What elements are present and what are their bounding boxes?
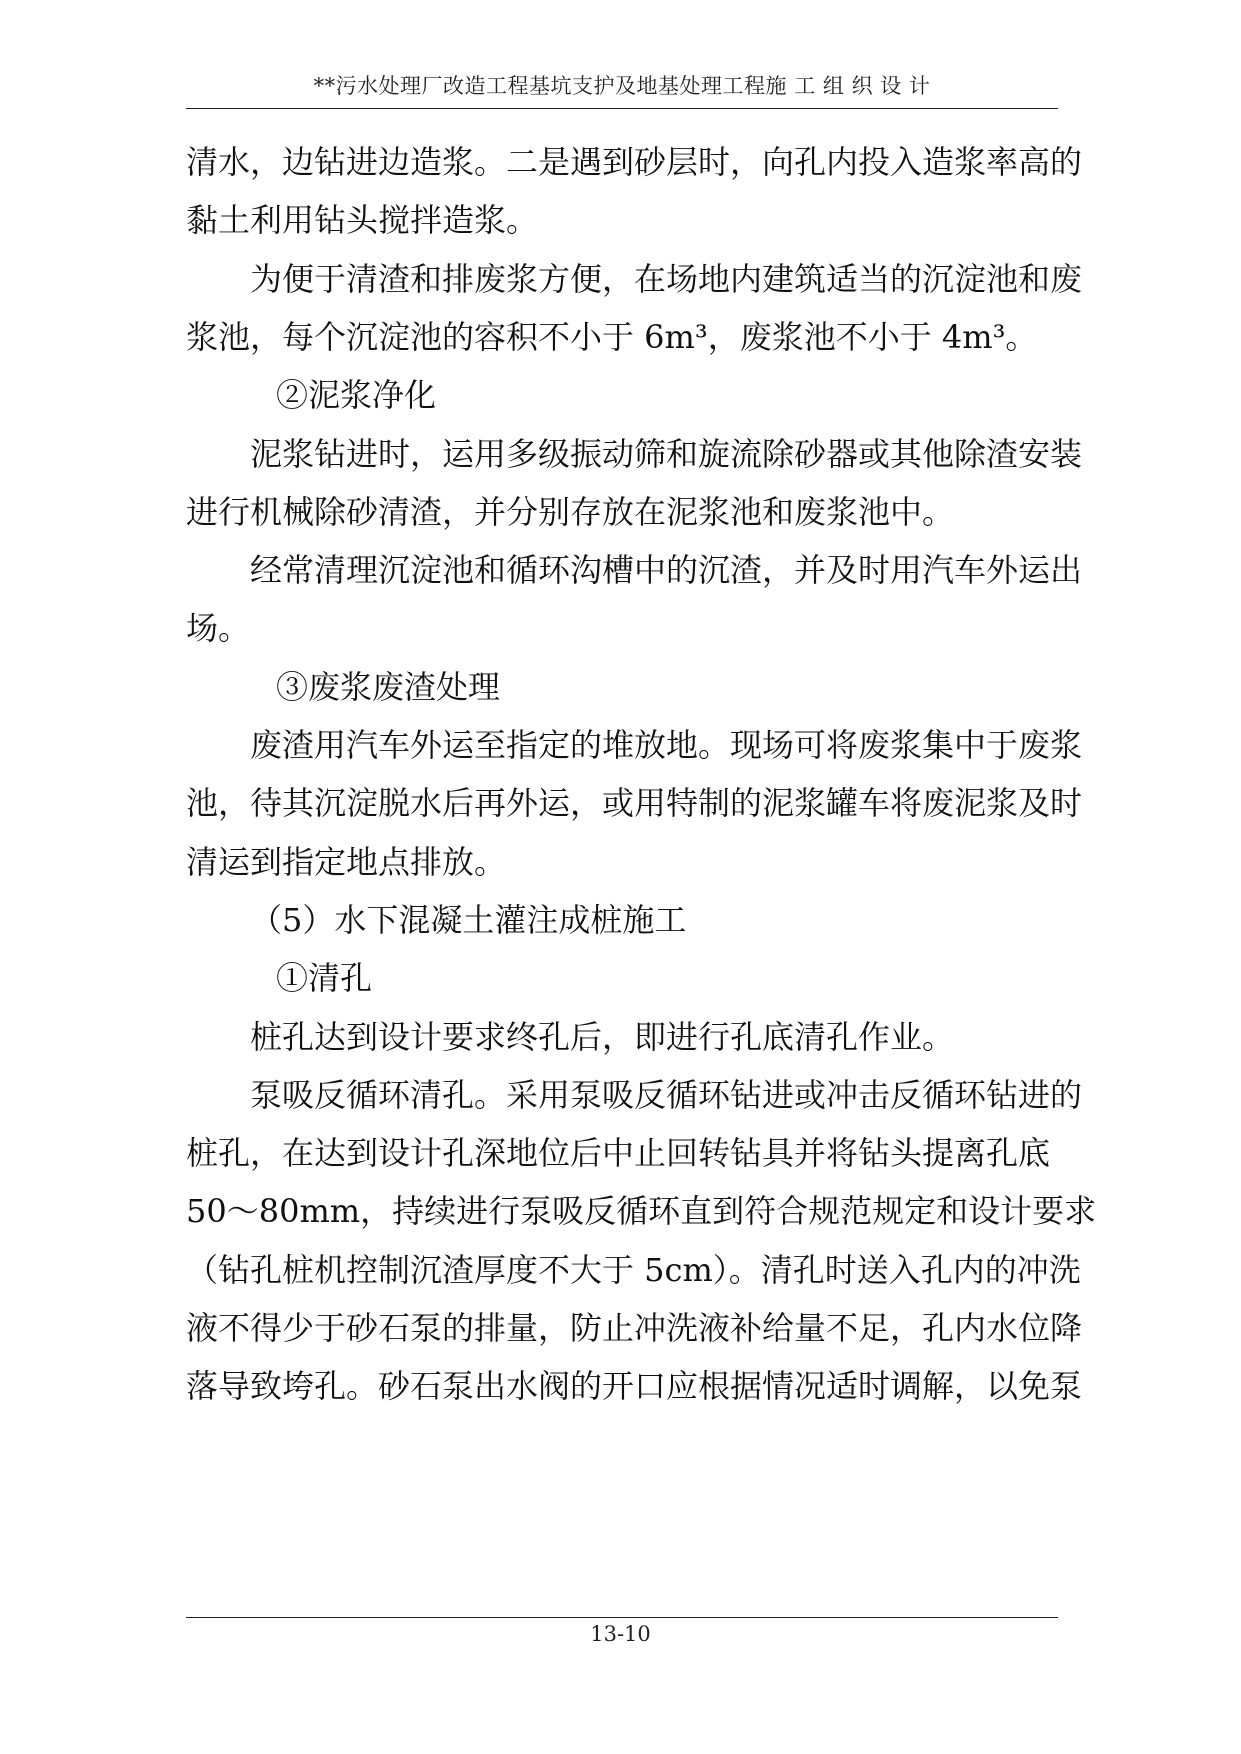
text-line: 为便于清渣和排废浆方便，在场地内建筑适当的沉淀池和废 (250, 259, 1083, 298)
text-line: 50～80mm，持续进行泵吸反循环直到符合规范规定和设计要求 (186, 1192, 1097, 1231)
page-number: 13-10 (590, 1622, 651, 1646)
footer-rule (186, 1617, 1058, 1618)
text-line: （5）水下混凝土灌注成桩施工 (250, 900, 687, 939)
text-line: 进行机械除砂清渣，并分别存放在泥浆池和废浆池中。 (186, 492, 955, 531)
text-line: 清运到指定地点排放。 (186, 842, 507, 881)
text-line: 桩孔达到设计要求终孔后，即进行孔底清孔作业。 (250, 1017, 955, 1056)
text-line: 黏土利用钻头搅拌造浆。 (186, 201, 539, 240)
text-line: ③废浆废渣处理 (276, 667, 501, 706)
text-line: 经常清理沉淀池和循环沟槽中的沉渣，并及时用汽车外运出 (250, 551, 1083, 590)
text-line: 清水，边钻进边造浆。二是遇到砂层时，向孔内投入造浆率高的 (186, 143, 1083, 181)
text-line: 浆池，每个沉淀池的容积不小于 6m³，废浆池不小于 4m³。 (186, 317, 1038, 356)
text-line: 落导致垮孔。砂石泵出水阀的开口应根据情况适时调解，以免泵 (186, 1367, 1083, 1406)
header-title: **污水处理厂改造工程基坑支护及地基处理工程施 工 组 织 设 计 (313, 74, 931, 98)
text-line: 泥浆钻进时，运用多级振动筛和旋流除砂器或其他除渣安装 (250, 434, 1083, 473)
text-line: 液不得少于砂石泵的排量，防止冲洗液补给量不足，孔内水位降 (186, 1309, 1083, 1347)
text-line: （钻孔桩机控制沉渣厚度不大于 5cm）。清孔时送入孔内的冲洗 (186, 1250, 1081, 1289)
text-line: 桩孔，在达到设计孔深地位后中止回转钻具并将钻头提离孔底 (186, 1134, 1051, 1173)
text-line: 场。 (186, 609, 251, 648)
text-line: ②泥浆净化 (276, 376, 437, 415)
text-line: ①清孔 (276, 959, 373, 998)
text-line: 池，待其沉淀脱水后再外运，或用特制的泥浆罐车将废泥浆及时 (186, 784, 1083, 823)
text-line: 废渣用汽车外运至指定的堆放地。现场可将废浆集中于废浆 (250, 726, 1083, 764)
text-line: 泵吸反循环清孔。采用泵吸反循环钻进或冲击反循环钻进的 (250, 1075, 1083, 1114)
header-rule (186, 108, 1058, 109)
